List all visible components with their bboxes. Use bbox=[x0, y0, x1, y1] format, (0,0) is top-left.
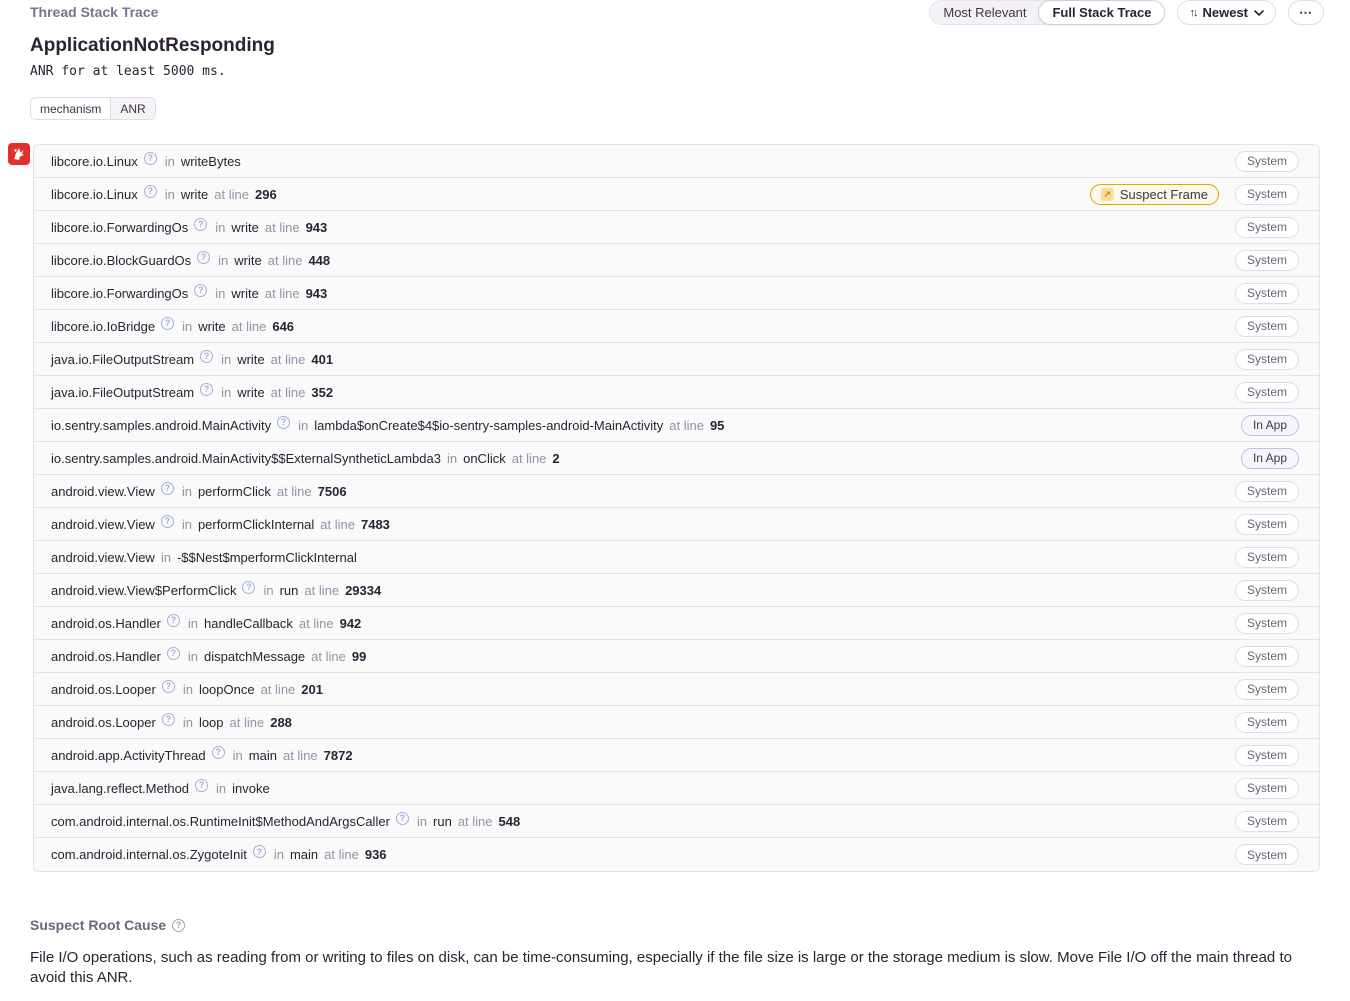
frame-details bbox=[51, 383, 333, 402]
frame-in-label: in bbox=[232, 747, 243, 763]
frame-at-line-label: at line bbox=[229, 714, 265, 730]
suspect-root-cause-description: File I/O operations, such as reading from or writing to files on disk, can be time-consuming, especially if the file size is large or the storage medium is slow. Move File I/O off the main thread to avoid this ANR. bbox=[30, 949, 1292, 986]
issue-subtitle: ANR for at least 5000 ms. bbox=[30, 64, 226, 79]
stack-frame-row[interactable] bbox=[34, 838, 1319, 871]
segment-full-stack-trace[interactable]: Full Stack Trace bbox=[1038, 0, 1165, 25]
frame-function: write bbox=[231, 285, 259, 301]
frame-module: com.android.internal.os.ZygoteInit bbox=[51, 847, 247, 862]
frame-badges bbox=[1235, 580, 1299, 601]
frame-module: io.sentry.samples.android.MainActivity bbox=[51, 417, 272, 433]
frame-line-number: 646 bbox=[272, 318, 295, 334]
frame-at-line-label: at line bbox=[511, 450, 547, 466]
frame-module: android.app.ActivityThread bbox=[51, 747, 206, 763]
frame-details bbox=[51, 482, 347, 501]
sort-newest-button[interactable] bbox=[1177, 0, 1276, 25]
frame-badges bbox=[1241, 415, 1299, 436]
in-app-badge: In App bbox=[1241, 448, 1299, 469]
frame-module: libcore.io.BlockGuardOs bbox=[51, 252, 192, 268]
frame-function: write bbox=[198, 318, 226, 334]
frame-function: lambda$onCreate$4$io-sentry-samples-android-MainActivity bbox=[314, 417, 664, 433]
frame-in-label: in bbox=[164, 153, 175, 169]
frame-at-line-label: at line bbox=[214, 186, 249, 202]
frame-at-line-label: at line bbox=[260, 681, 296, 697]
frame-function: write bbox=[237, 384, 265, 400]
frame-in-label: in bbox=[187, 615, 198, 631]
system-badge: System bbox=[1235, 514, 1299, 535]
frame-function: loopOnce bbox=[198, 681, 255, 697]
section-title-thread-stack-trace: Thread Stack Trace bbox=[30, 4, 159, 20]
frame-module: io.sentry.samples.android.MainActivity$$ExternalSyntheticLambda3 bbox=[51, 450, 441, 466]
frame-module: android.os.Handler bbox=[51, 615, 161, 631]
frame-line-number: 352 bbox=[311, 384, 334, 400]
frame-details bbox=[51, 581, 381, 600]
system-badge: System bbox=[1235, 349, 1299, 370]
stack-frame-row[interactable] bbox=[34, 145, 1319, 178]
frame-in-label: in bbox=[187, 648, 198, 664]
stack-frame-row[interactable] bbox=[34, 541, 1319, 574]
frame-at-line-label: at line bbox=[304, 582, 340, 598]
question-tooltip-icon[interactable]: ? bbox=[277, 416, 290, 429]
frame-in-label: in bbox=[273, 847, 284, 862]
mechanism-tag[interactable] bbox=[30, 97, 156, 120]
frame-module: com.android.internal.os.RuntimeInit$MethodAndArgsCaller bbox=[51, 813, 390, 829]
frame-in-label: in bbox=[181, 483, 192, 499]
frame-function: main bbox=[289, 847, 319, 862]
frame-details bbox=[51, 152, 241, 171]
frame-line-number: 296 bbox=[255, 186, 277, 202]
suspect-root-cause-heading bbox=[30, 917, 185, 933]
frame-badges bbox=[1235, 151, 1299, 172]
frame-details bbox=[51, 515, 390, 534]
frame-module: java.io.FileOutputStream bbox=[51, 384, 195, 400]
frame-details bbox=[51, 746, 353, 765]
frame-function: run bbox=[433, 813, 452, 829]
frame-function: main bbox=[248, 747, 277, 763]
frame-badges bbox=[1235, 217, 1299, 238]
frame-badges bbox=[1235, 547, 1299, 568]
frame-module: libcore.io.ForwardingOs bbox=[51, 285, 189, 301]
frame-in-label: in bbox=[218, 252, 229, 268]
frame-in-label: in bbox=[164, 186, 175, 202]
stack-frame-row[interactable] bbox=[34, 574, 1319, 607]
frame-at-line-label: at line bbox=[669, 417, 704, 433]
frame-badges bbox=[1235, 349, 1299, 370]
frame-badges bbox=[1235, 745, 1299, 766]
frame-in-label: in bbox=[182, 318, 193, 334]
frame-line-number: 448 bbox=[308, 252, 331, 268]
question-tooltip-icon[interactable]: ? bbox=[144, 185, 157, 198]
frame-line-number: 288 bbox=[270, 714, 292, 730]
frame-line-number: 943 bbox=[305, 285, 328, 301]
frame-badges bbox=[1235, 316, 1299, 337]
system-badge: System bbox=[1235, 712, 1299, 733]
system-badge: System bbox=[1235, 382, 1299, 403]
more-options-button[interactable]: ⋯ bbox=[1288, 0, 1324, 25]
frame-module: libcore.io.ForwardingOs bbox=[51, 219, 189, 235]
frame-in-label: in bbox=[182, 714, 193, 730]
system-badge: System bbox=[1235, 547, 1299, 568]
system-badge: System bbox=[1235, 283, 1299, 304]
system-badge: System bbox=[1235, 844, 1299, 865]
frame-badges bbox=[1235, 613, 1299, 634]
stack-frame-row[interactable] bbox=[34, 244, 1319, 277]
frame-badges bbox=[1235, 514, 1299, 535]
frame-details bbox=[51, 185, 277, 204]
frame-module: libcore.io.Linux bbox=[51, 153, 138, 169]
stack-frame-row[interactable] bbox=[34, 178, 1319, 211]
frame-badges bbox=[1235, 712, 1299, 733]
frame-at-line-label: at line bbox=[264, 219, 300, 235]
frame-in-label: in bbox=[221, 351, 232, 367]
frame-at-line-label: at line bbox=[264, 285, 300, 301]
frame-in-label: in bbox=[181, 516, 192, 532]
stack-frame-row[interactable] bbox=[34, 706, 1319, 739]
frame-at-line-label: at line bbox=[457, 813, 493, 829]
frame-at-line-label: at line bbox=[311, 648, 346, 664]
frame-module: android.view.View$PerformClick bbox=[51, 582, 237, 598]
frame-function: performClick bbox=[197, 483, 271, 499]
stack-frame-row[interactable] bbox=[34, 211, 1319, 244]
question-tooltip-icon[interactable]: ? bbox=[162, 680, 175, 693]
question-tooltip-icon[interactable]: ? bbox=[162, 713, 175, 726]
frame-module: libcore.io.Linux bbox=[51, 186, 138, 202]
frame-function: run bbox=[279, 582, 299, 598]
frame-details bbox=[51, 451, 560, 466]
frame-badges bbox=[1235, 283, 1299, 304]
frame-badges bbox=[1235, 646, 1299, 667]
frame-details bbox=[51, 550, 357, 565]
frame-badges bbox=[1235, 250, 1299, 271]
frame-in-label: in bbox=[215, 219, 226, 235]
external-link-icon: ↗ bbox=[1101, 188, 1114, 201]
sort-label: Newest bbox=[1202, 5, 1248, 20]
frame-details bbox=[51, 812, 520, 831]
frame-function: performClickInternal bbox=[197, 516, 315, 532]
frame-details bbox=[51, 218, 327, 237]
frame-line-number: 95 bbox=[709, 417, 725, 433]
question-tooltip-icon[interactable]: ? bbox=[167, 647, 180, 660]
stack-frame-row[interactable] bbox=[34, 343, 1319, 376]
stack-frame-row[interactable] bbox=[34, 310, 1319, 343]
frame-badges bbox=[1235, 481, 1299, 502]
frame-details bbox=[51, 416, 724, 435]
question-tooltip-icon[interactable]: ? bbox=[197, 251, 210, 264]
frame-line-number: 201 bbox=[301, 681, 323, 697]
frame-module: libcore.io.IoBridge bbox=[51, 318, 156, 334]
frame-module: android.os.Looper bbox=[51, 714, 156, 730]
frame-in-label: in bbox=[263, 582, 274, 598]
system-badge: System bbox=[1235, 151, 1299, 172]
frame-badges bbox=[1241, 448, 1299, 469]
system-badge: System bbox=[1235, 250, 1299, 271]
system-badge: System bbox=[1235, 811, 1299, 832]
frame-line-number: 2 bbox=[552, 450, 560, 466]
frame-module: android.os.Looper bbox=[51, 681, 156, 697]
frame-line-number: 29334 bbox=[345, 582, 382, 598]
frame-module: java.io.FileOutputStream bbox=[51, 351, 195, 367]
frame-line-number: 943 bbox=[305, 219, 328, 235]
tag-value: ANR bbox=[111, 98, 154, 119]
frame-line-number: 7872 bbox=[323, 747, 353, 763]
frame-details bbox=[51, 251, 330, 270]
stack-trace-toolbar bbox=[929, 0, 1324, 25]
stack-trace-table bbox=[33, 144, 1320, 872]
stack-frame-row[interactable] bbox=[34, 640, 1319, 673]
suspect-root-cause-title: Suspect Root Cause bbox=[30, 917, 167, 933]
chevron-down-icon bbox=[1254, 10, 1264, 16]
frame-at-line-label: at line bbox=[324, 847, 359, 862]
stack-frame-row[interactable] bbox=[34, 673, 1319, 706]
stack-frame-row[interactable] bbox=[34, 772, 1319, 805]
frame-in-label: in bbox=[215, 285, 226, 301]
question-tooltip-icon[interactable]: ? bbox=[212, 746, 225, 759]
question-tooltip-icon[interactable]: ? bbox=[253, 845, 266, 858]
frame-badges bbox=[1090, 184, 1299, 205]
stack-frame-row[interactable] bbox=[34, 508, 1319, 541]
frame-function: writeBytes bbox=[180, 153, 241, 169]
stack-frame-row[interactable] bbox=[34, 739, 1319, 772]
frame-in-label: in bbox=[416, 813, 428, 829]
frame-function: write bbox=[234, 252, 262, 268]
suspect-frame-label: Suspect Frame bbox=[1119, 186, 1208, 202]
system-badge: System bbox=[1235, 217, 1299, 238]
frame-at-line-label: at line bbox=[270, 351, 306, 367]
stack-frame-row[interactable] bbox=[34, 277, 1319, 310]
frame-at-line-label: at line bbox=[267, 252, 303, 268]
system-badge: System bbox=[1235, 679, 1299, 700]
frame-line-number: 936 bbox=[364, 847, 387, 862]
frame-module: android.view.View bbox=[51, 483, 155, 499]
frame-function: handleCallback bbox=[203, 615, 293, 631]
question-tooltip-icon[interactable]: ? bbox=[172, 919, 185, 932]
frame-in-label: in bbox=[221, 384, 232, 400]
system-badge: System bbox=[1235, 745, 1299, 766]
frame-details bbox=[51, 779, 270, 798]
frame-at-line-label: at line bbox=[298, 615, 334, 631]
stack-frame-row[interactable] bbox=[34, 409, 1319, 442]
system-badge: System bbox=[1235, 481, 1299, 502]
frame-function: write bbox=[231, 219, 259, 235]
stack-frame-row[interactable] bbox=[34, 475, 1319, 508]
question-tooltip-icon[interactable]: ? bbox=[396, 812, 409, 825]
question-tooltip-icon[interactable]: ? bbox=[242, 581, 255, 594]
question-tooltip-icon[interactable]: ? bbox=[200, 350, 213, 363]
frame-line-number: 7483 bbox=[360, 516, 390, 532]
stack-trace-view-segmented-control bbox=[929, 0, 1165, 25]
frame-in-label: in bbox=[182, 681, 193, 697]
frame-details bbox=[51, 614, 361, 633]
question-tooltip-icon[interactable]: ? bbox=[194, 284, 207, 297]
frame-details bbox=[51, 284, 327, 303]
frame-line-number: 7506 bbox=[317, 483, 347, 499]
stack-frame-row[interactable] bbox=[34, 376, 1319, 409]
frame-function: dispatchMessage bbox=[203, 648, 306, 664]
segment-most-relevant[interactable]: Most Relevant bbox=[943, 5, 1027, 20]
frame-line-number: 548 bbox=[498, 813, 521, 829]
frame-function: loop bbox=[198, 714, 224, 730]
frame-details bbox=[51, 647, 366, 666]
frame-module: java.lang.reflect.Method bbox=[51, 780, 190, 796]
frame-function: write bbox=[180, 186, 209, 202]
question-tooltip-icon[interactable]: ? bbox=[161, 482, 174, 495]
stack-frame-row[interactable] bbox=[34, 442, 1319, 475]
frame-at-line-label: at line bbox=[282, 747, 318, 763]
frame-in-label: in bbox=[298, 417, 309, 433]
frame-module: android.view.View bbox=[51, 516, 155, 532]
in-app-badge: In App bbox=[1241, 415, 1299, 436]
frame-in-label: in bbox=[446, 450, 458, 466]
frame-line-number: 99 bbox=[351, 648, 367, 664]
frame-function: -$$Nest$mperformClickInternal bbox=[176, 549, 357, 565]
frame-details bbox=[51, 713, 292, 732]
system-badge: System bbox=[1235, 580, 1299, 601]
frame-at-line-label: at line bbox=[276, 483, 312, 499]
frame-badges bbox=[1235, 811, 1299, 832]
frame-in-label: in bbox=[160, 549, 171, 565]
frame-at-line-label: at line bbox=[270, 384, 306, 400]
stack-frame-row[interactable] bbox=[34, 805, 1319, 838]
question-tooltip-icon[interactable]: ? bbox=[195, 779, 208, 792]
tag-key: mechanism bbox=[31, 98, 111, 119]
question-tooltip-icon[interactable]: ? bbox=[167, 614, 180, 627]
frame-badges bbox=[1235, 382, 1299, 403]
frame-details bbox=[51, 317, 294, 336]
system-badge: System bbox=[1235, 316, 1299, 337]
frame-function: write bbox=[237, 351, 265, 367]
stack-frame-row[interactable] bbox=[34, 607, 1319, 640]
frame-module: android.os.Handler bbox=[51, 648, 161, 664]
suspect-frame-badge[interactable] bbox=[1090, 184, 1219, 205]
question-tooltip-icon[interactable]: ? bbox=[194, 218, 207, 231]
system-badge: System bbox=[1235, 184, 1299, 205]
frame-badges bbox=[1235, 844, 1299, 865]
frame-function: onClick bbox=[463, 450, 506, 466]
question-tooltip-icon[interactable]: ? bbox=[161, 317, 174, 330]
frame-in-label: in bbox=[216, 780, 227, 796]
question-tooltip-icon[interactable]: ? bbox=[144, 152, 157, 165]
frame-details bbox=[51, 350, 333, 369]
question-tooltip-icon[interactable]: ? bbox=[161, 515, 174, 528]
system-badge: System bbox=[1235, 646, 1299, 667]
frame-badges bbox=[1235, 679, 1299, 700]
issue-title: ApplicationNotResponding bbox=[30, 35, 275, 56]
question-tooltip-icon[interactable]: ? bbox=[200, 383, 213, 396]
frame-details bbox=[51, 680, 323, 699]
system-badge: System bbox=[1235, 778, 1299, 799]
frame-line-number: 942 bbox=[339, 615, 362, 631]
sort-arrows-icon: ↑↓ bbox=[1189, 6, 1197, 19]
frame-at-line-label: at line bbox=[231, 318, 267, 334]
frame-at-line-label: at line bbox=[320, 516, 355, 532]
frame-function: invoke bbox=[232, 780, 270, 796]
java-platform-icon bbox=[8, 143, 30, 165]
frame-line-number: 401 bbox=[311, 351, 334, 367]
frame-module: android.view.View bbox=[51, 549, 155, 565]
frame-badges bbox=[1235, 778, 1299, 799]
frame-details bbox=[51, 845, 387, 864]
system-badge: System bbox=[1235, 613, 1299, 634]
